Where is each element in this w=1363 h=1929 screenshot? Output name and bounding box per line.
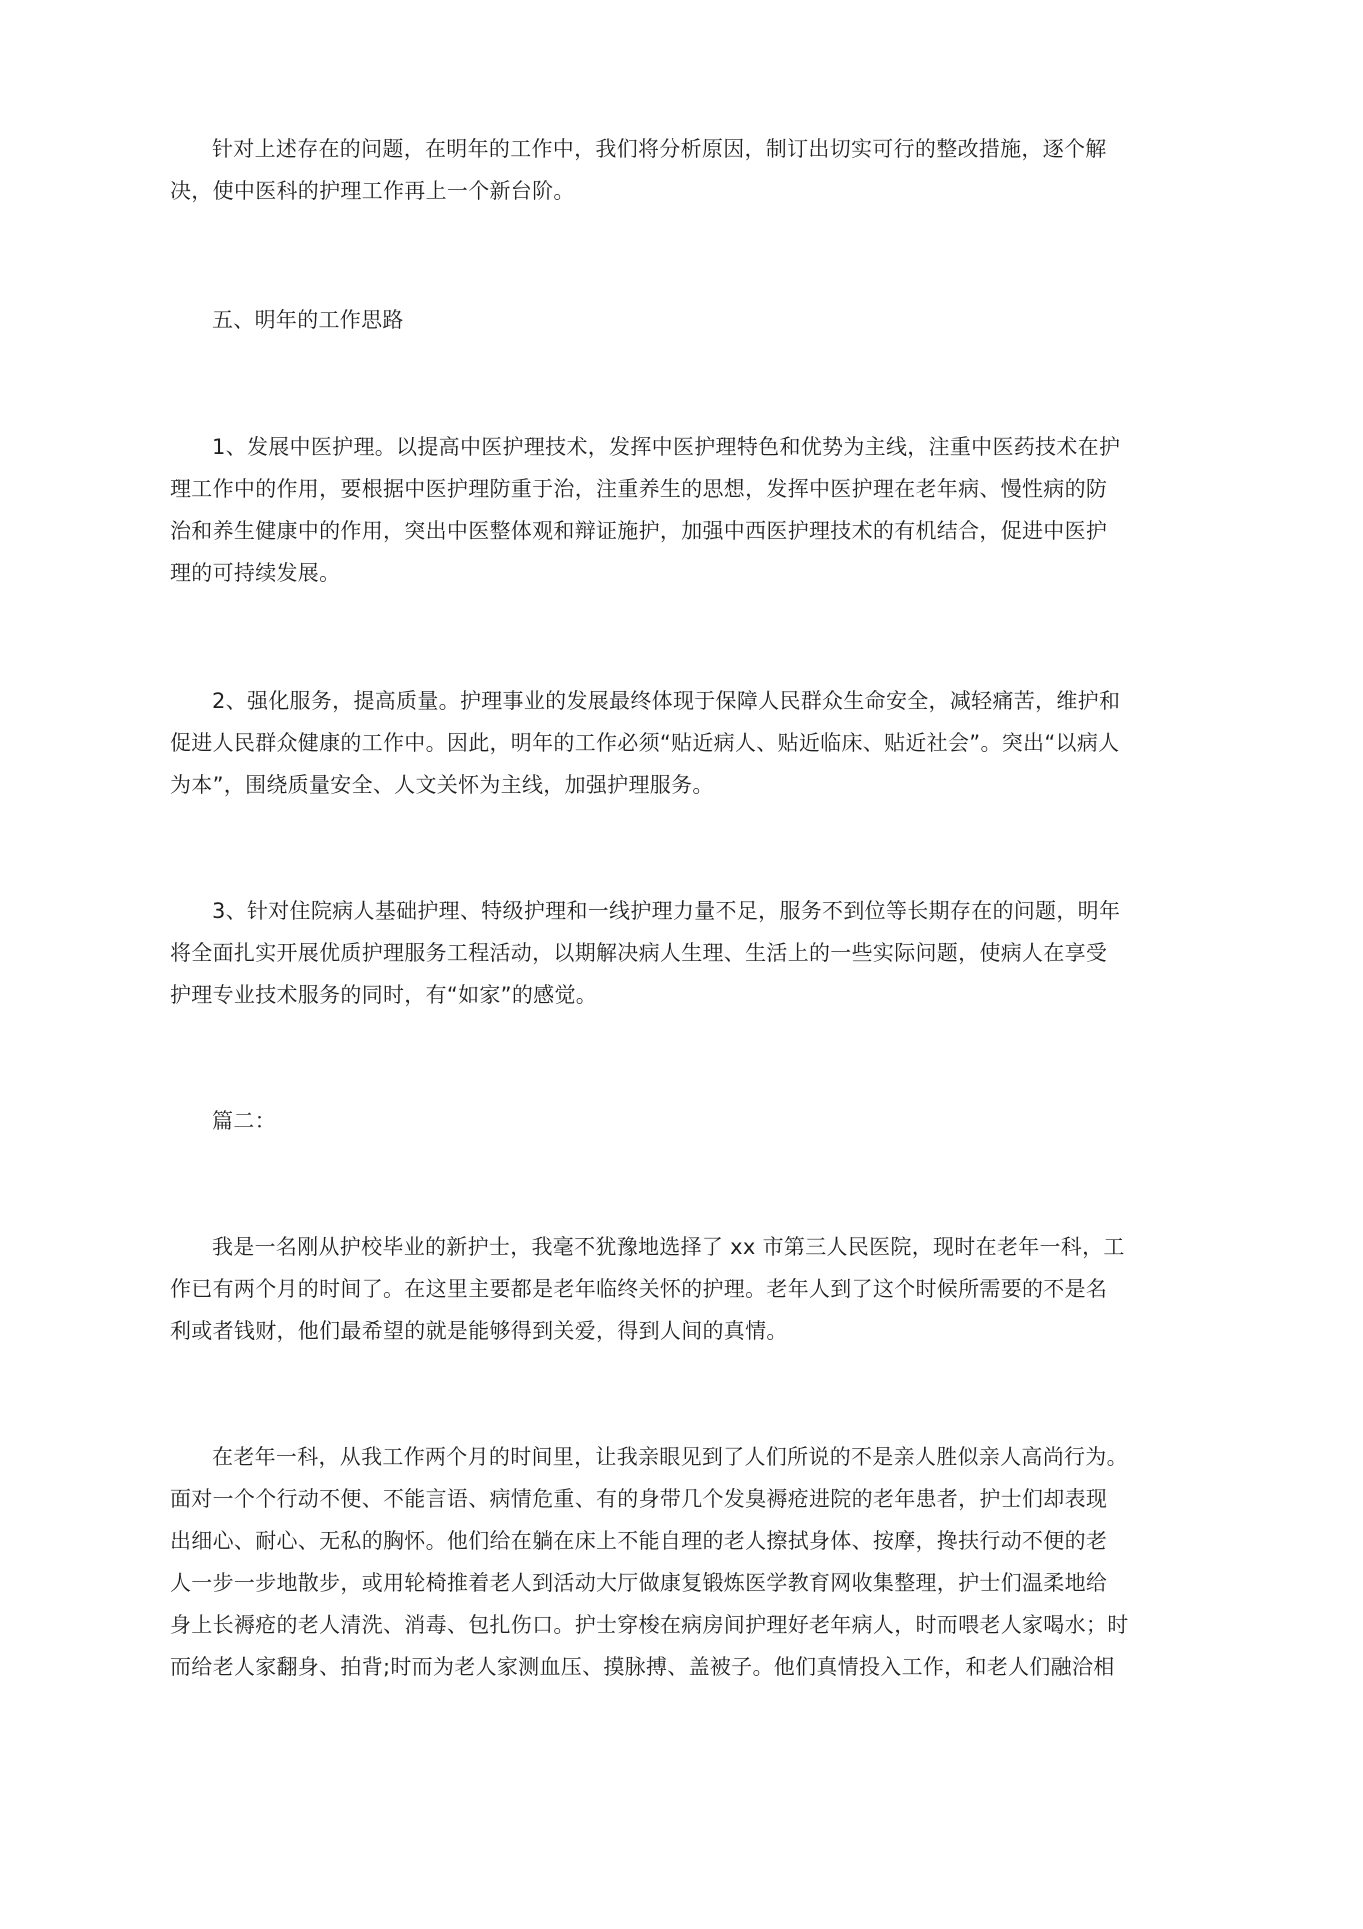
text-line: 护理专业技术服务的同时，有“如家”的感觉。 <box>170 983 598 1007</box>
section-heading-part-two <box>170 1100 1190 1142</box>
text-line: 利或者钱财，他们最希望的就是能够得到关爱，得到人间的真情。 <box>170 1319 788 1343</box>
text-line: 理工作中的作用，要根据中医护理防重于治，注重养生的思想，发挥中医护理在老年病、慢性病的防 <box>170 477 1108 501</box>
text-line: 为本”，围绕质量安全、人文关怀为主线，加强护理服务。 <box>170 773 714 797</box>
paragraph-geriatric-ward <box>170 1436 1190 1688</box>
text-line: 2、强化服务，提高质量。护理事业的发展最终体现于保障人民群众生命安全，减轻痛苦，维护和 <box>212 689 1121 713</box>
text-line: 在老年一科，从我工作两个月的时间里，让我亲眼见到了人们所说的不是亲人胜似亲人高尚行为。 <box>212 1445 1128 1469</box>
text-line: 1、发展中医护理。以提高中医护理技术，发挥中医护理特色和优势为主线，注重中医药技术在护 <box>212 435 1121 459</box>
text-line: 五、明年的工作思路 <box>212 308 404 332</box>
text-line: 3、针对住院病人基础护理、特级护理和一线护理力量不足，服务不到位等长期存在的问题，明年 <box>212 899 1121 923</box>
paragraph-item-2 <box>170 680 1190 806</box>
text-line: 理的可持续发展。 <box>170 561 341 585</box>
text-line: 面对一个个行动不便、不能言语、病情危重、有的身带几个发臭褥疮进院的老年患者，护士们却表现 <box>170 1487 1108 1511</box>
text-line: 出细心、耐心、无私的胸怀。他们给在躺在床上不能自理的老人擦拭身体、按摩，搀扶行动不便的老 <box>170 1529 1108 1553</box>
text-line: 治和养生健康中的作用，突出中医整体观和辩证施护，加强中西医护理技术的有机结合，促进中医护 <box>170 519 1108 543</box>
text-line: 我是一名刚从护校毕业的新护士，我毫不犹豫地选择了 xx 市第三人民医院，现时在老年一科，工 <box>212 1235 1125 1259</box>
text-line: 身上长褥疮的老人清洗、消毒、包扎伤口。护士穿梭在病房间护理好老年病人，时而喂老人家喝水；时 <box>170 1613 1129 1637</box>
paragraph-item-1 <box>170 426 1190 594</box>
text-line: 作已有两个月的时间了。在这里主要都是老年临终关怀的护理。老年人到了这个时候所需要的不是名 <box>170 1277 1108 1301</box>
text-line: 决，使中医科的护理工作再上一个新台阶。 <box>170 179 575 203</box>
section-heading-work-ideas <box>170 299 1190 341</box>
text-line: 针对上述存在的问题，在明年的工作中，我们将分析原因，制订出切实可行的整改措施，逐个解 <box>212 137 1107 161</box>
text-line: 而给老人家翻身、拍背;时而为老人家测血压、摸脉搏、盖被子。他们真情投入工作，和老人们融洽相 <box>170 1655 1115 1679</box>
text-line: 人一步一步地散步，或用轮椅推着老人到活动大厅做康复锻炼医学教育网收集整理，护士们温柔地给 <box>170 1571 1108 1595</box>
text-line: 篇二： <box>212 1109 276 1133</box>
paragraph-item-3 <box>170 890 1190 1016</box>
paragraph-new-nurse <box>170 1226 1190 1352</box>
paragraph-rectification <box>170 128 1190 212</box>
text-line: 将全面扎实开展优质护理服务工程活动，以期解决病人生理、生活上的一些实际问题，使病人在享受 <box>170 941 1108 965</box>
text-line: 促进人民群众健康的工作中。因此，明年的工作必须“贴近病人、贴近临床、贴近社会”。突出“以病人 <box>170 731 1120 755</box>
